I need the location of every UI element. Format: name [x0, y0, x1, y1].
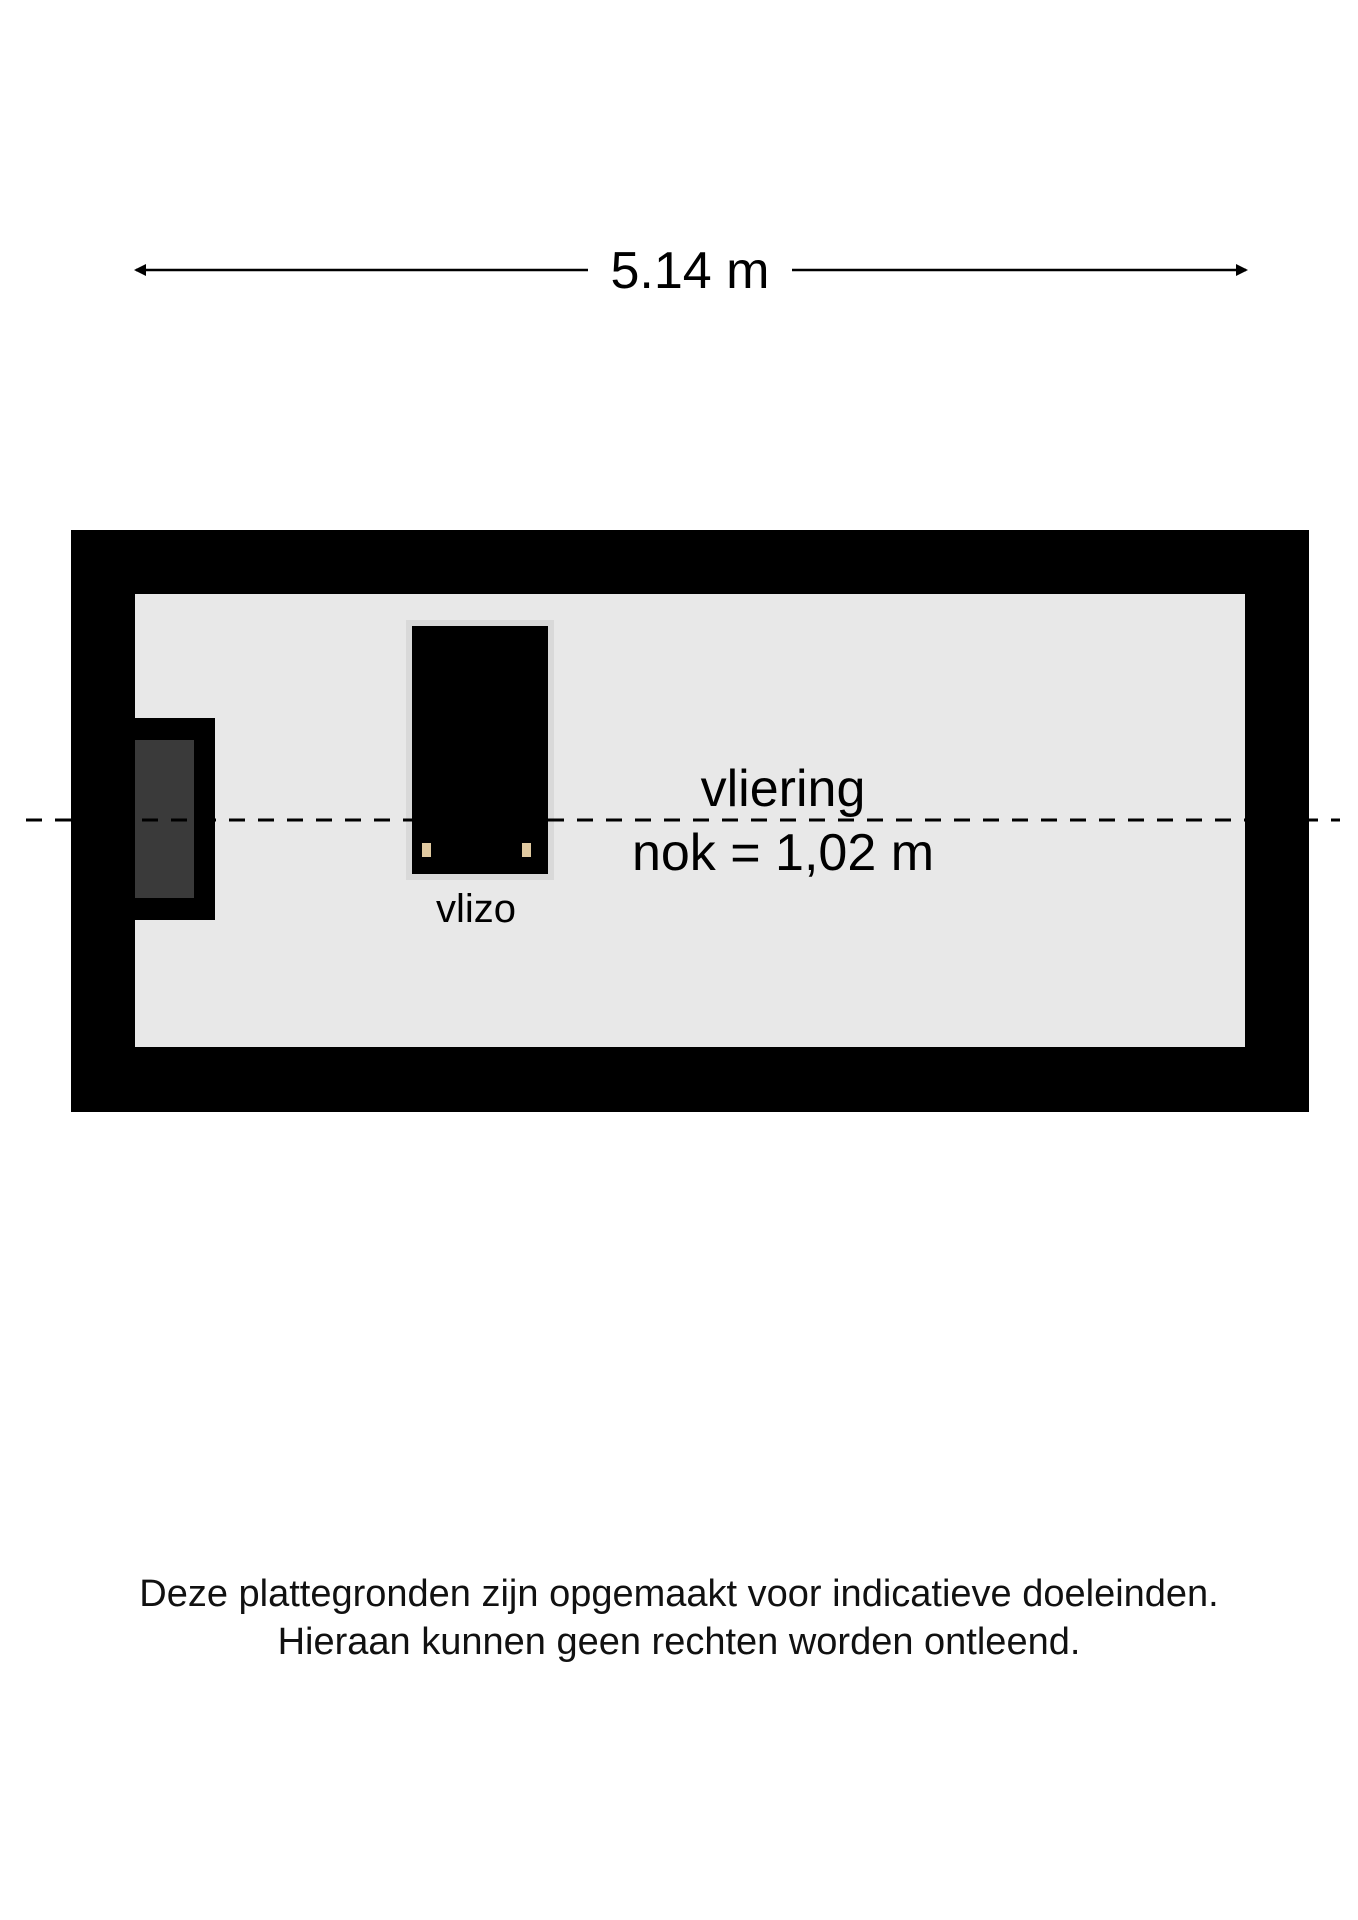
disclaimer	[0, 1570, 1358, 1666]
hatch-opening	[412, 626, 548, 874]
hatch-label: vlizo	[435, 887, 517, 931]
disclaimer-line-2: Hieraan kunnen geen rechten worden ontleend.	[277, 1621, 1081, 1663]
attic-hatch	[406, 620, 554, 880]
disclaimer-line-1: Deze plattegronden zijn opgemaakt voor indicatieve doeleinden.	[139, 1573, 1219, 1615]
hatch-hinge-left	[422, 843, 431, 857]
hatch-hinge-right	[522, 843, 531, 857]
room-name: vliering	[700, 760, 866, 818]
width-label: 5.14 m	[610, 242, 770, 300]
ridge-height-label: nok = 1,02 m	[631, 824, 935, 882]
width-dimension	[136, 242, 1246, 300]
